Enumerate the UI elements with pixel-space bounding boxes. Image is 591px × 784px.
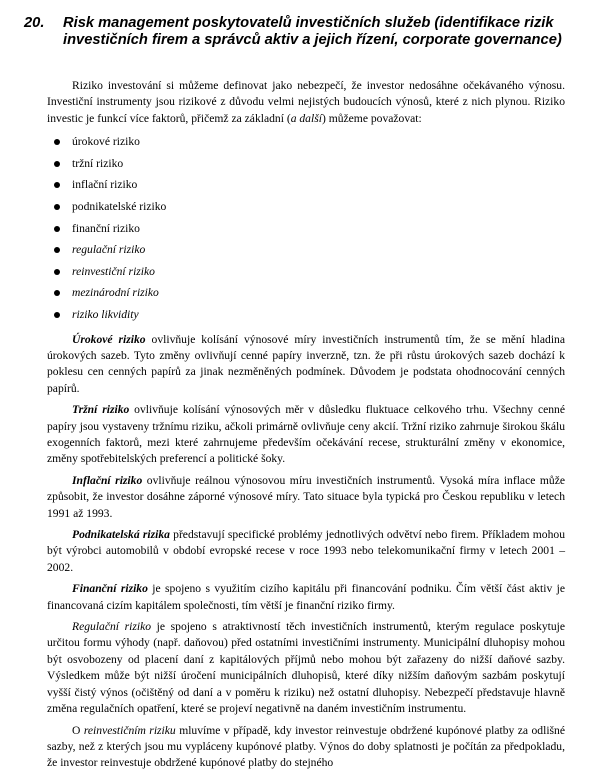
list-item [47,131,565,153]
bullet-icon [54,290,60,296]
list-item [47,282,565,304]
paragraph-text: mluvíme v případě, kdy investor reinvestuje obdržené kupónové platby za odlišné sazby, než z kterých jsou mu vypláceny kupónové platby. Výnos do doby splatnosti je počítán za předpokladu, že investor reinvestuje obdržené kupónové platby do stejného [47,723,565,770]
paragraph-text: ovlivňuje reálnou výnosovou míru investičních instrumentů. Vysoká míra inflace může způsobit, že investor dosáhne záporné výnosové míry. Tato situace byla typická pro Českou republiku v letech 1991 až 1993. [47,473,565,520]
paragraph-term: Podnikatelská rizika [72,528,170,542]
interest-rate-risk-paragraph [47,332,565,398]
list-item-label: riziko likvidity [72,307,139,321]
financial-risk-paragraph [47,581,565,614]
paragraph-text: je spojeno s atraktivností těch investičních instrumentů, kterým regulace poskytuje určitou formu výhody (např. daňovou) před ostatními investičními instrumenty. Municipální dluhopisy mohou být osvobozeny od placení daní z kapitálových příjmů nebo mohou být zařazeny do nižší daňové sazby. Výsledkem může být nižší úročení municipálních dluhopisů, které díky nižším daňovým sazbám poskytují vyšší čistý výnos (očištěný od daní a v poměru k riziku) než ostatní dluhopisy. Nebezpečí představuje hlavně změna regulačních opatření, které se projeví negativně na daném investičním instrumentu. [47,620,566,716]
list-item-label: inflační riziko [72,178,138,192]
list-item-label: mezinárodní riziko [72,286,159,300]
list-item [47,153,565,175]
intro-emphasis: a další [290,111,322,125]
list-item-label: regulační riziko [72,243,146,257]
bullet-icon [54,161,60,167]
list-item [47,196,565,218]
paragraph-term: Finanční riziko [72,582,148,596]
intro-text-1: Riziko investování si můžeme definovat jako nebezpečí, že investor nedosáhne očekávaného výnosu. Investiční instrumenty jsou rizikové z důvodu velmi nejistých budoucích výnosů, které z nich plynou. Riziko investic je funkcí více faktorů, přičemž za základní ( [47,79,565,125]
list-item [47,304,565,326]
list-item [47,218,565,240]
bullet-icon [54,226,60,232]
list-item-label: finanční riziko [72,221,140,235]
paragraph-text: představují specifické problémy jednotlivých odvětví nebo firem. Příkladem mohou být výrobci automobilů v období evropské recese v roce 1993 nebo telekomunikační firmy v letech 2001 – 2002. [47,528,565,574]
paragraph-term: Inflační riziko [72,473,143,487]
bullet-icon [54,312,60,318]
list-item-label: podnikatelské riziko [72,200,167,213]
bullet-icon [54,269,60,275]
intro-paragraph [47,78,565,127]
paragraph-text: ovlivňuje kolísání výnosové míry investičních instrumentů tím, že se mění hladina úrokových sazeb. Tyto změny ovlivňují cenné papíry inverzně, tzn. že při růstu úrokových sazeb dochází k poklesu cen cenných papírů za jinak nezměněných podmínek. Důvodem je podstata ohodnocování cenných papírů. [47,332,565,395]
reinvestment-risk-paragraph [47,723,565,772]
market-risk-paragraph [47,402,565,468]
paragraph-term: reinvestičním riziku [83,723,176,737]
paragraph-text: je spojeno s využitím cizího kapitálu při financování podniku. Čím větší část aktiv je financovaná cizím kapitálem společnosti, tím větší je finanční riziko firmy. [47,582,565,612]
paragraph-term: Úrokové riziko [72,332,146,346]
section-title: Risk management poskytovatelů investičních služeb (identifikace rizik investičních firem a správců aktiv a jejich řízení, corporate governance) [63,15,562,48]
section-heading [24,15,579,49]
business-risk-paragraph [47,527,565,576]
paragraph-text: ovlivňuje kolísání výnosových měr v důsledku fluktuace celkového trhu. Všechny cenné papíry jsou vystaveny tržnímu riziku, ačkoli primárně ovlivňuje ceny akcií. Tržní riziko zahrnuje širokou škálu exogenních faktorů, mezi které zahrnujeme především očekávání recese, strukturální změny v ekonomice, změny spotřebitelských preferencí a politické šoky. [47,403,565,466]
risk-list [47,131,565,325]
intro-text-2: ) můžeme považovat: [321,111,422,125]
paragraph-prefix: O [72,723,84,737]
section-number: 20. [24,15,45,31]
regulatory-risk-paragraph [47,619,565,717]
bullet-icon [54,182,60,188]
bullet-icon [54,139,60,145]
list-item-label: tržní riziko [72,156,124,170]
list-item [47,239,565,261]
paragraph-term: Tržní riziko [72,403,130,417]
list-item [47,261,565,283]
bullet-icon [54,204,60,210]
paragraph-term: Regulační riziko [72,620,152,634]
inflation-risk-paragraph [47,473,565,522]
list-item-label: reinvestiční riziko [72,264,155,278]
bullet-icon [54,247,60,253]
document-body [47,78,565,772]
list-item [47,174,565,196]
list-item-label: úrokové riziko [72,135,140,149]
